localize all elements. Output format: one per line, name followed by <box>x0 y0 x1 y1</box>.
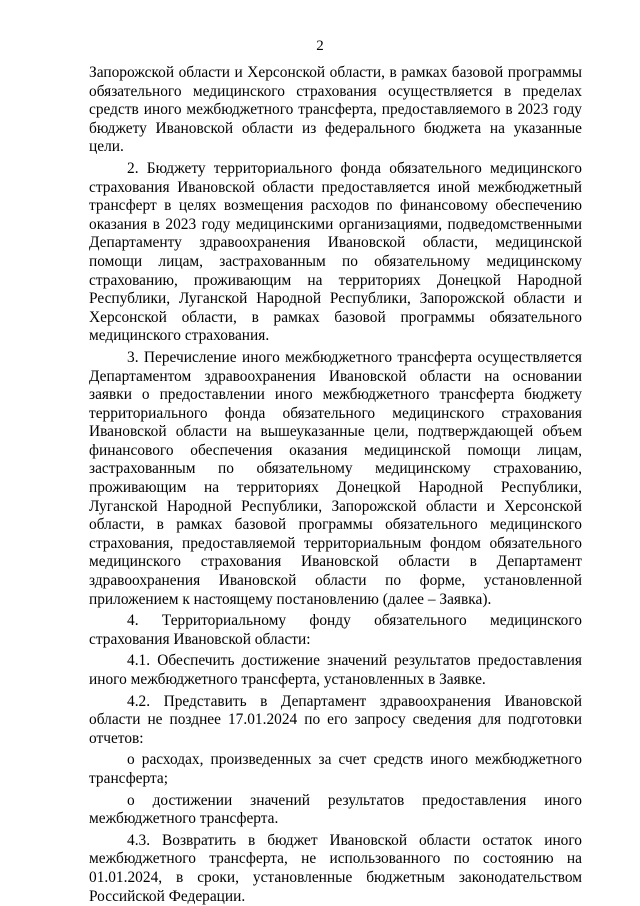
paragraph-4-2-expenses: о расходах, произведенных за счет средств иного межбюджетного трансферта; <box>89 751 582 787</box>
page-number: 2 <box>316 38 324 54</box>
paragraph-4-2-results: о достижении значений результатов предоставления иного межбюджетного трансферта. <box>89 791 582 828</box>
paragraph-4-1: 4.1. Обеспечить достижение значений результатов предоставления иного межбюджетного трансферта, установленных в Заявке. <box>89 652 582 688</box>
paragraph-continuation: Запорожской области и Херсонской области, в рамках базовой программы обязательного медицинского страхования осуществляется в пределах средств иного межбюджетного трансферта, предоставляемого в 2023 году бюджету Ивановской области из федерального бюджета на указанные цели. <box>89 64 582 156</box>
paragraph-4-2: 4.2. Представить в Департамент здравоохранения Ивановской области не позднее 17.01.2024 по его запросу сведения для подготовки отчетов: <box>89 692 582 747</box>
paragraph-3: 3. Перечисление иного межбюджетного трансферта осуществляется Департаментом здравоохранения Ивановской области на основании заявки о предоставлении иного межбюджетного трансферта бюджету территориального фонда обязательного медицинского страхования Ивановской области на вышеуказанные цели, подтверждающей объем финансового обеспечения оказания медицинской помощи лицам, застрахованным по обязательному медицинскому страхованию, проживающим на территориях Донецкой Народной Республики, Луганской Народной Республики, Запорожской области и Херсонской области, в рамках базовой программы обязательного медицинского страхования, предоставляемой территориальным фондом обязательного медицинского страхования Ивановской области в Департамент здравоохранения Ивановской области по форме, установленной приложением к настоящему постановлению (далее – Заявка). <box>89 348 582 608</box>
paragraph-4-3: 4.3. Возвратить в бюджет Ивановской области остаток иного межбюджетного трансферта, не использованного по состоянию на 01.01.2024, в сроки, установленные бюджетным законодательством Российской Федерации. <box>89 831 582 905</box>
paragraph-2: 2. Бюджету территориального фонда обязательного медицинского страхования Ивановской области предоставляется иной межбюджетный трансферт в целях возмещения расходов по финансовому обеспечению оказания в 2023 году медицинскими организациями, подведомственными Департаменту здравоохранения Ивановской области, медицинской помощи лицам, застрахованным по обязательному медицинскому страхованию, проживающим на территориях Донецкой Народной Республики, Луганской Народной Республики, Запорожской области и Херсонской области, в рамках базовой программы обязательного медицинского страхования. <box>89 159 582 345</box>
paragraph-4: 4. Территориальному фонду обязательного медицинского страхования Ивановской области: <box>89 612 582 648</box>
document-body <box>89 64 582 906</box>
